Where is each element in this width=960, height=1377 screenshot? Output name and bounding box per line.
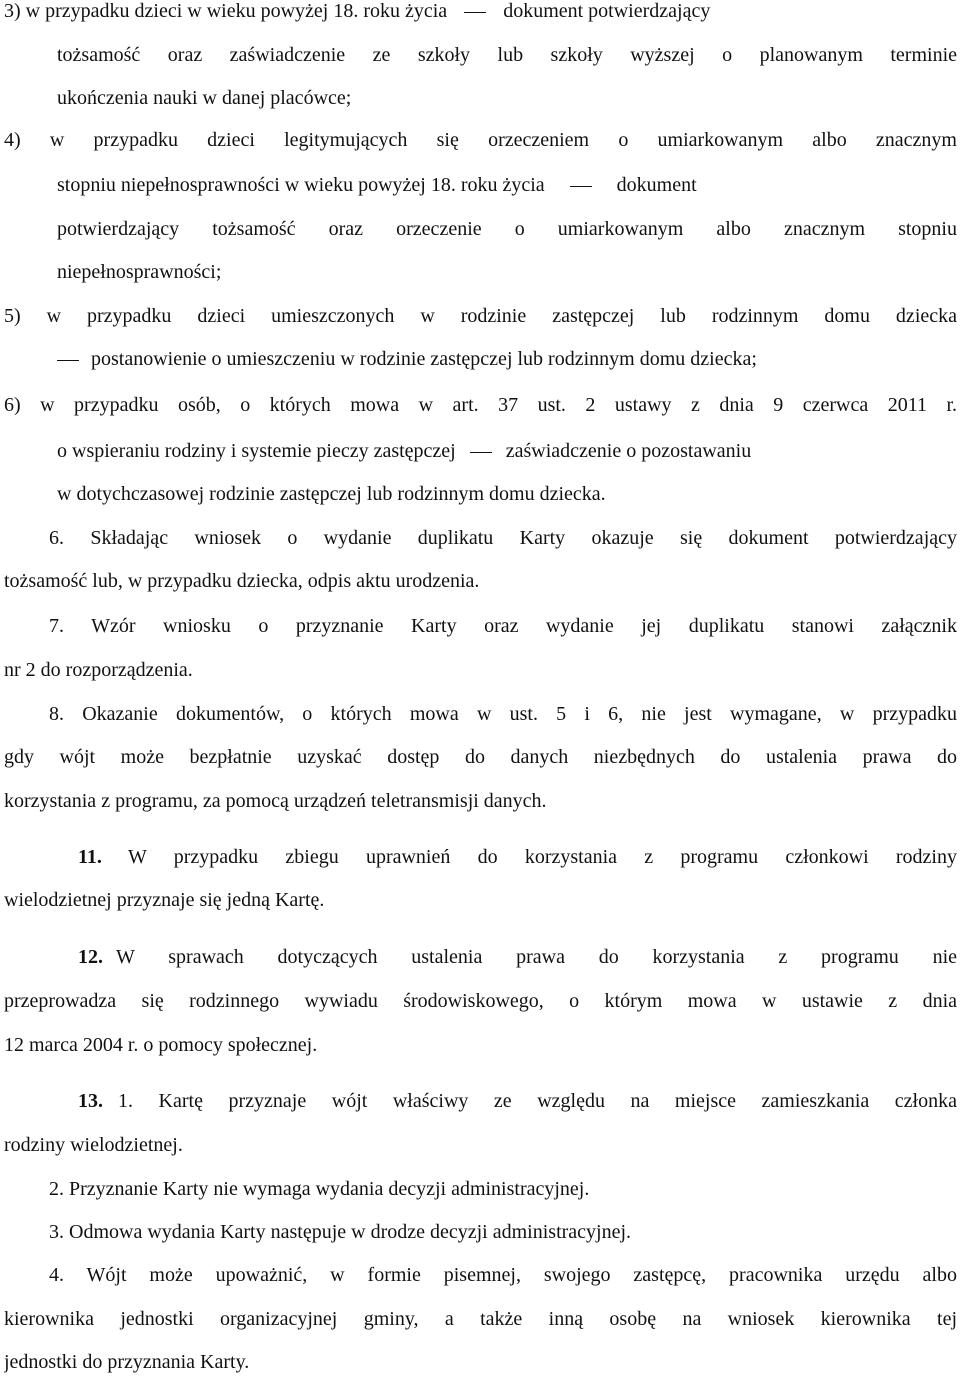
- text-line: 2. Przyznanie Karty nie wymaga wydania decyzji administracyjnej.: [49, 1178, 590, 1200]
- text-line: potwierdzający tożsamość oraz orzeczenie o umiarkowanym albo znacznym stopniu: [57, 218, 957, 240]
- dash-icon: [464, 12, 486, 13]
- text-line: niepełnosprawności;: [57, 261, 222, 283]
- dash-icon: [57, 360, 79, 361]
- text-line: [57, 436, 957, 466]
- text-line: tożsamość lub, w przypadku dziecka, odpis aktu urodzenia.: [4, 570, 480, 592]
- section-number: 12.: [78, 946, 103, 968]
- section-number: 11.: [78, 846, 102, 868]
- text-fragment: zaświadczenie o pozostawaniu: [505, 440, 752, 462]
- text-line: 4. Wójt może upoważnić, w formie pisemnej, swojego zastępcę, pracownika urzędu albo: [49, 1264, 957, 1286]
- text-line: 6. Składając wniosek o wydanie duplikatu Karty okazuje się dokument potwierdzający: [49, 527, 957, 549]
- text-line: W przypadku zbiegu uprawnień do korzystania z programu członkowi rodziny: [128, 846, 957, 868]
- text-line: 6) w przypadku osób, o których mowa w art. 37 ust. 2 ustawy z dnia 9 czerwca 2011 r.: [4, 394, 957, 416]
- text-line: nr 2 do rozporządzenia.: [4, 659, 193, 681]
- text-line: przeprowadza się rodzinnego wywiadu środowiskowego, o którym mowa w ustawie z dnia: [4, 990, 957, 1012]
- text-line: rodziny wielodzietnej.: [4, 1134, 183, 1156]
- text-line: gdy wójt może bezpłatnie uzyskać dostęp do danych niezbędnych do ustalenia prawa do: [4, 746, 957, 768]
- text-fragment: dokument potwierdzający: [503, 0, 711, 22]
- text-line: tożsamość oraz zaświadczenie ze szkoły lub szkoły wyższej o planowanym terminie: [57, 44, 957, 66]
- text-fragment: o wspieraniu rodziny i systemie pieczy zastępczej: [57, 440, 456, 462]
- text-line: [57, 344, 957, 374]
- text-line: kierownika jednostki organizacyjnej gminy, a także inną osobę na wniosek kierownika tej: [4, 1308, 957, 1330]
- dash-icon: [470, 452, 492, 453]
- text-fragment: postanowienie o umieszczeniu w rodzinie zastępczej lub rodzinnym domu dziecka;: [91, 348, 757, 370]
- text-line: [4, 0, 957, 26]
- text-line: 7. Wzór wniosku o przyznanie Karty oraz wydanie jej duplikatu stanowi załącznik: [49, 615, 957, 637]
- text-line: W sprawach dotyczących ustalenia prawa do korzystania z programu nie: [116, 946, 957, 968]
- text-line: 3. Odmowa wydania Karty następuje w drodze decyzji administracyjnej.: [49, 1221, 632, 1243]
- section-number: 13.: [78, 1090, 103, 1112]
- text-fragment: dokument: [616, 174, 697, 196]
- text-line: wielodzietnej przyznaje się jedną Kartę.: [4, 889, 325, 911]
- text-line: jednostki do przyznania Karty.: [4, 1351, 250, 1373]
- text-fragment: 3) w przypadku dzieci w wieku powyżej 18. roku życia: [4, 0, 448, 22]
- text-line: ukończenia nauki w danej placówce;: [57, 87, 352, 109]
- text-line: 4) w przypadku dzieci legitymujących się orzeczeniem o umiarkowanym albo znacznym: [4, 129, 957, 151]
- text-line: korzystania z programu, za pomocą urządzeń teletransmisji danych.: [4, 790, 547, 812]
- text-line: 5) w przypadku dzieci umieszczonych w rodzinie zastępczej lub rodzinnym domu dziecka: [4, 305, 957, 327]
- text-line: w dotychczasowej rodzinie zastępczej lub rodzinnym domu dziecka.: [57, 483, 606, 505]
- text-line: 12 marca 2004 r. o pomocy społecznej.: [4, 1034, 318, 1056]
- dash-icon: [570, 186, 592, 187]
- text-line: 8. Okazanie dokumentów, o których mowa w ust. 5 i 6, nie jest wymagane, w przypadku: [49, 703, 957, 725]
- text-fragment: stopniu niepełnosprawności w wieku powyżej 18. roku życia: [57, 174, 545, 196]
- text-line: 1. Kartę przyznaje wójt właściwy ze względu na miejsce zamieszkania członka: [118, 1090, 957, 1112]
- text-line: [57, 170, 957, 200]
